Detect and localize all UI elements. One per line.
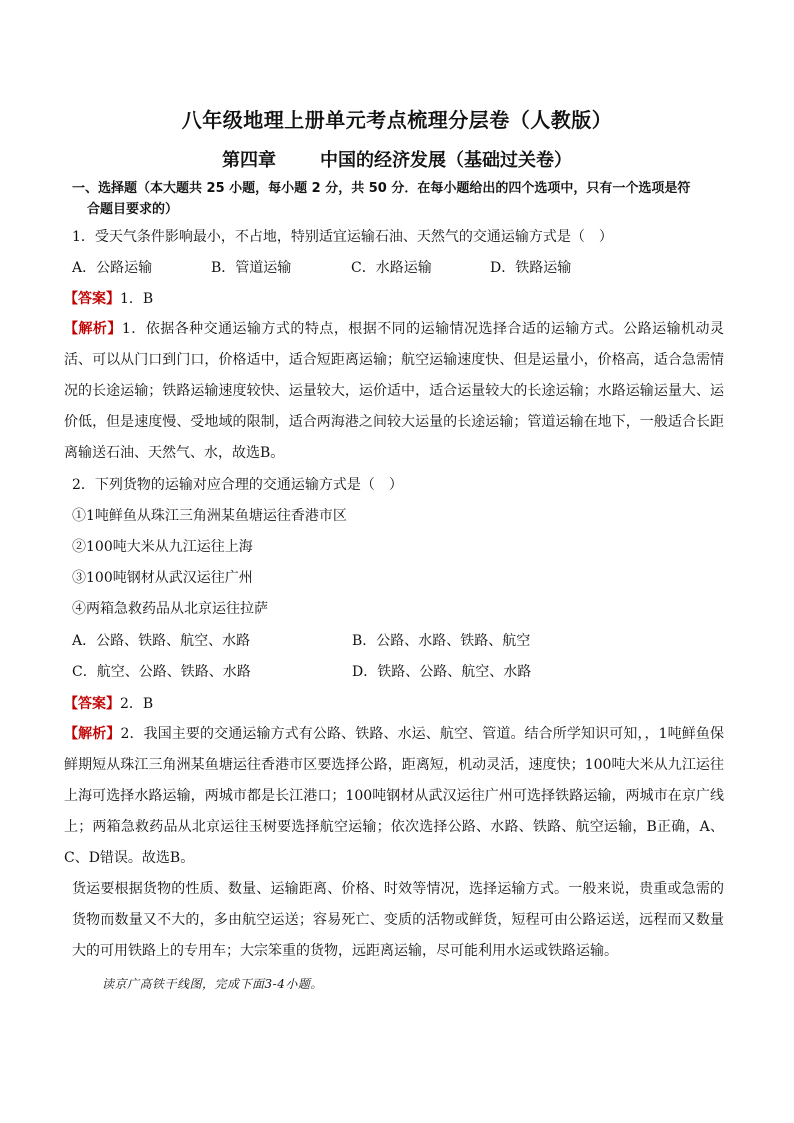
q2-answer (64, 693, 153, 715)
analysis-label: 【解析】 (64, 726, 121, 742)
q2-item-2: ②100吨大米从九江运往上海 (72, 539, 253, 555)
question-2-text: 2．下列货物的运输对应合理的交通运输方式是（ ） (72, 477, 403, 493)
q2-item-1: ①1吨鲜鱼从珠江三角洲某鱼塘运往香港市区 (72, 508, 347, 524)
q1-option-a: A．公路运输 (72, 260, 153, 276)
q1-analysis (64, 314, 724, 469)
q2-answer-value: 2．B (120, 696, 154, 712)
document-title: 八年级地理上册单元考点梳理分层卷（人教版） (181, 108, 613, 132)
section-instructions-line2: 合题目要求的） (87, 202, 179, 217)
q2-item-3: ③100吨钢材从武汉运往广州 (72, 570, 253, 586)
q2-option-c: C．航空、公路、铁路、水路 (72, 664, 251, 680)
q2-extra-note: 货运要根据货物的性质、数量、运输距离、价格、时效等情况，选择运输方式。一般来说，贵重或急需的货物而数量又不大的，多由航空运送；容易死亡、变质的活物或鲜货，短程可由公路运送，远程而又数量大的可用铁路上的专用车；大宗笨重的货物，远距离运输，尽可能利用水运或铁路运输。 (72, 881, 724, 959)
question-1-text: 1．受天气条件影响最小，不占地，特别适宜运输石油、天然气的交通运输方式是（ ） (72, 229, 613, 245)
q1-answer (64, 288, 153, 310)
q2-option-a: A．公路、铁路、航空、水路 (72, 633, 251, 649)
answer-label: 【答案】 (64, 291, 120, 307)
chapter-heading (0, 146, 794, 172)
q2-item-4: ④两箱急救药品从北京运往拉萨 (72, 601, 268, 617)
answer-label: 【答案】 (64, 696, 120, 712)
chapter-subtitle: 中国的经济发展（基础过关卷） (320, 150, 572, 171)
q1-option-b: B．管道运输 (211, 260, 292, 276)
chapter-number: 第四章 (222, 150, 276, 171)
q1-answer-value: 1．B (120, 291, 154, 307)
q2-option-b: B．公路、水路、铁路、航空 (352, 633, 531, 649)
map-reading-note: 读京广高铁干线图，完成下面3-4小题。 (102, 977, 323, 991)
q1-option-c: C．水路运输 (351, 260, 432, 276)
section-instructions-line1: 一、选择题（本大题共 25 小题，每小题 2 分，共 50 分．在每小题给出的四个选项中，只有一个选项是符 (72, 181, 691, 196)
q2-analysis (64, 719, 724, 874)
analysis-label: 【解析】 (64, 321, 122, 337)
q1-analysis-text: 1．依据各种交通运输方式的特点，根据不同的运输情况选择合适的运输方式。公路运输机动灵活、可以从门口到门口，价格适中，适合短距离运输；航空运输速度快、但是运量小，价格高，适合急需情况的长途运输；铁路运输速度较快、运量较大，运价适中，适合运量较大的长途运输；水路运输运量大、运价低，但是速度慢、受地域的限制，适合两海港之间较大运量的长途运输；管道运输在地下，一般适合长距离输送石油、天然气、水，故选B。 (64, 321, 724, 461)
q2-option-d: D．铁路、公路、航空、水路 (352, 664, 532, 680)
q1-option-d: D．铁路运输 (490, 260, 572, 276)
q2-analysis-text: 2．我国主要的交通运输方式有公路、铁路、水运、航空、管道。结合所学知识可知，，1吨鲜鱼保鲜期短从珠江三角洲某鱼塘运往香港市区要选择公路，距离短，机动灵活，速度快；100吨大米从九江运往上海可选择水路运输，两城市都是长江港口；100吨钢材从武汉运往广州可选择铁路运输，两城市在京广线上；两箱急救药品从北京运往玉树要选择航空运输；依次选择公路、水路、铁路、航空运输，B正确，A、C、D错误。故选B。 (64, 726, 725, 866)
